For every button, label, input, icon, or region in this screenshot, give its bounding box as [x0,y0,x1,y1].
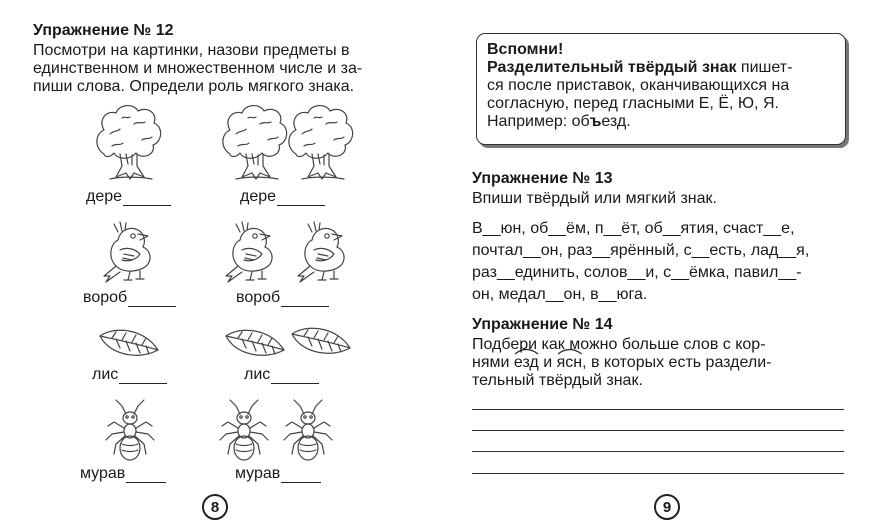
instruction-line: Посмотри на картинки, назови предметы в [33,42,350,59]
rule-line: Разделительный твёрдый знак пишет- [487,59,793,76]
word-blank-singular[interactable]: вороб [83,289,176,307]
sparrow-illustration [96,214,158,286]
exercise-14-task: Подбери как можно больше слов с кор- нями езд и ясн, в которых есть раздели- тельный твёрдый знак. [472,336,772,389]
word-blank-plural[interactable]: мурав [235,465,321,483]
ant-illustration [218,398,270,462]
answer-line[interactable] [472,473,844,474]
rule-line: ся после приставок, оканчивающихся на [487,77,790,94]
word-blank-singular[interactable]: лис [92,366,167,384]
tree-illustration [284,102,356,182]
remember-title: Вспомни! [487,41,564,58]
rule-term: Разделительный твёрдый знак [487,59,737,76]
word-blank-singular[interactable]: мурав [80,465,166,483]
leaf-illustration [288,326,354,358]
answer-line[interactable] [472,430,844,431]
leaf-illustration [96,328,162,360]
word-blank-singular[interactable]: дере [86,188,171,206]
tree-illustration [92,102,164,182]
rule-example: Например: объезд. [487,113,631,130]
root-ezd: езд [514,354,539,372]
exercise-13-task: Впиши твёрдый или мягкий знак. [472,190,717,207]
word-blank-plural[interactable]: вороб [236,289,329,307]
exercise-14-title: Упражнение № 14 [472,316,613,333]
root-arc-icon [557,347,583,355]
word-line: почтал__он, раз__ярённый, с__есть, лад__я, [472,242,810,259]
leaf-illustration [222,328,288,360]
right-page [440,0,880,531]
ant-illustration [104,398,156,462]
answer-line[interactable] [472,451,844,452]
exercise-13-words[interactable] [472,218,846,306]
sparrow-illustration [290,214,352,286]
instruction-line: пиши слова. Определи роль мягкого знака. [33,78,355,95]
word-line: В__юн, об__ём, п__ёт, об__ятия, счаст__е, [472,220,795,237]
page-number: 8 [202,494,228,520]
sparrow-illustration [218,214,280,286]
word-blank-plural[interactable]: лис [244,366,319,384]
word-line: он, медал__он, в__юга. [472,286,648,303]
word-line: раз__единить, солов__и, с__ёмка, павил__- [472,264,802,281]
exercise-12-instructions [33,42,409,96]
instruction-line: единственном и множественном числе и за- [33,60,363,77]
answer-line[interactable] [472,409,844,410]
exercise-12-title: Упражнение № 12 [33,22,174,39]
root-arc-icon [514,347,539,355]
ant-illustration [282,398,334,462]
remember-rule-box [476,33,846,145]
root-yasn: ясн [557,354,583,372]
rule-line: согласную, перед гласными Е, Ё, Ю, Я. [487,95,779,112]
page-number: 9 [654,494,680,520]
word-blank-plural[interactable]: дере [240,188,325,206]
exercise-13-title: Упражнение № 13 [472,170,613,187]
tree-illustration [218,102,290,182]
